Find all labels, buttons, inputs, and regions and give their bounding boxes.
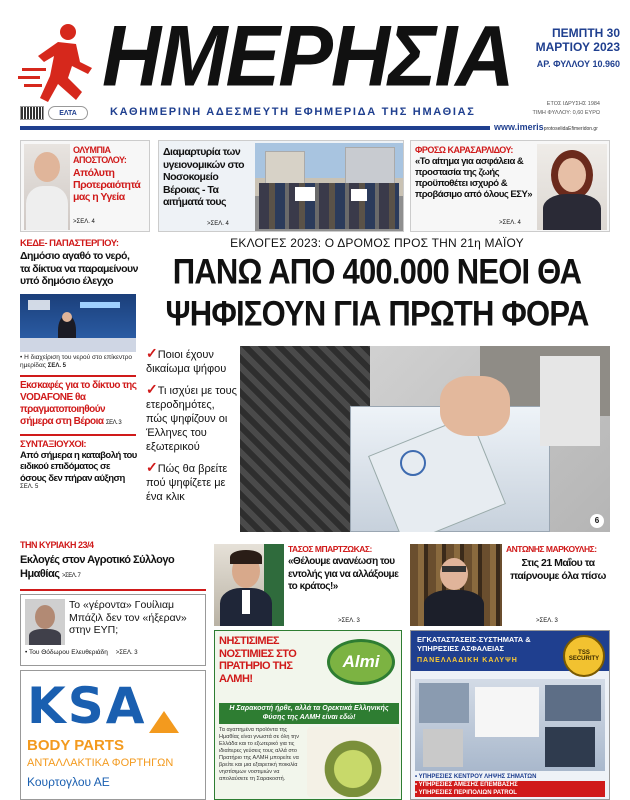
apostolou-ref: >ΣΕΛ. 4	[73, 219, 95, 225]
bullet-2: ✓Τι ισχύει με τους ετεροδημότες, πώς ψηφίζουν οι Έλληνες του εξωτερικού	[146, 381, 237, 453]
photo-page-ref: 6	[590, 514, 604, 528]
markoulis-block[interactable]	[506, 544, 610, 626]
ksa-line2: ΑΝΤΑΛΛΑΚΤΙΚΑ ΦΟΡΤΗΓΩΝ	[27, 757, 174, 769]
agro-label: ΤΗΝ ΚΥΡΙΑΚΗ 23/4	[20, 540, 94, 550]
ksa-logo: KSA	[27, 677, 147, 735]
keyd-text[interactable]: Δημόσιο αγαθό το νερό, τα δίκτυα να παραμείνουν υπό δημόσιο έλεγχο	[20, 250, 138, 287]
security-collage	[415, 679, 605, 771]
bartzokas-photo	[214, 544, 284, 626]
karasarlidou-ref: >ΣΕΛ. 4	[499, 220, 521, 226]
pension-label: ΣΥΝΤΑΞΙΟΥΧΟΙ:	[20, 438, 87, 450]
markoulis-photo	[410, 544, 502, 626]
markoulis-text: Στις 21 Μαΐου τα παίρνουμε όλα πίσω	[510, 557, 606, 582]
masthead-title: ΗΜΕΡΗΣΙΑ	[102, 8, 513, 105]
barcode-icon	[20, 106, 44, 120]
markoulis-ref: >ΣΕΛ. 3	[536, 618, 558, 624]
ksa-ad[interactable]	[20, 670, 206, 800]
divider	[20, 375, 136, 377]
rule-navy	[20, 126, 490, 130]
price: ΤΙΜΗ ΦΥΛΛΟΥ: 0,60 ΕΥΡΩ	[532, 110, 600, 116]
agro-block[interactable]	[20, 540, 206, 588]
top-story-right[interactable]	[410, 140, 610, 232]
issue-number: ΑΡ. ΦΥΛΛΟΥ 10.960	[536, 59, 620, 69]
main-kicker: ΕΚΛΟΓΕΣ 2023: Ο ΔΡΟΜΟΣ ΠΡΟΣ ΤΗΝ 21η ΜΑΪΟΥ	[230, 236, 524, 250]
almi-food-photo	[307, 727, 399, 797]
issue-day: ΠΕΜΠΤΗ 30	[551, 26, 620, 40]
almi-slogan: Η Σαρακοστή ήρθε, αλλά τα Ορεκτικά Ελληνικής Φύσης της ΑΛΜΗ είναι εδώ!	[219, 703, 399, 724]
ksa-triangle-icon	[149, 711, 179, 733]
website[interactable]: www.imerisprotoselidaEfimeridon.gr	[494, 122, 598, 132]
security-badge-label: TSS SECURITY	[568, 650, 600, 662]
almi-title: ΝΗΣΤΙΣΙΜΕΣ ΝΟΣΤΙΜΙΕΣ ΣΤΟ ΠΡΑΤΗΡΙΟ ΤΗΣ ΑΛΜΗ!	[219, 635, 297, 685]
security-badge	[563, 635, 605, 677]
almi-ad[interactable]	[214, 630, 402, 800]
apostolou-headline: Απόλυτη Προτεραιότητά μας η Υγεία	[73, 167, 141, 203]
conference-photo	[20, 294, 136, 352]
protest-ref: >ΣΕΛ. 4	[207, 221, 229, 227]
vodafone-text[interactable]: Εκσκαφές για το δίκτυο της VODAFONE θα πραγματοποιηθούν σήμερα στη Βέροια ΣΕΛ. 3	[20, 379, 137, 427]
main-bullets	[146, 346, 238, 504]
top-story-center[interactable]	[158, 140, 404, 232]
issue-info	[508, 26, 620, 74]
protest-photo	[255, 143, 403, 231]
almi-brand: Almi	[342, 652, 380, 671]
ksa-line3: Κουρτογλου ΑΕ	[27, 775, 110, 789]
karasarlidou-name: ΦΡΟΣΩ ΚΑΡΑΣΑΡΛΙΔΟΥ:	[415, 145, 513, 155]
badges	[20, 104, 100, 122]
column-title: Το «γέροντα» Γουίλιαμ Μπάζιλ δεν τον «ήξεραν» στην ΕΥΠ;	[69, 599, 187, 636]
agro-text: Εκλογές στον Αγροτικό Σύλλογο Ημαθίας >ΣΕΛ. 7	[20, 554, 175, 580]
masthead-subtitle: ΚΑΘΗΜΕΡΙΝΗ ΑΔΕΣΜΕΥΤΗ ΕΦΗΜΕΡΙΔΑ ΤΗΣ ΗΜΑΘΙΑΣ	[110, 106, 476, 118]
security-item: • ΥΠΗΡΕΣΙΕΣ ΠΕΡΙΠΟΛΙΩΝ PATROL	[415, 789, 605, 797]
runner-logo-icon	[18, 22, 96, 104]
security-item: • ΥΠΗΡΕΣΙΕΣ ΚΕΝΤΡΟΥ ΛΗΨΗΣ ΣΗΜΑΤΩΝ	[415, 774, 537, 780]
pension-ref: ΣΕΛ. 5	[20, 484, 39, 490]
security-list	[415, 773, 605, 797]
apostolou-photo	[24, 144, 70, 230]
check-icon: ✓	[146, 381, 158, 397]
column-box[interactable]	[20, 594, 206, 666]
karasarlidou-photo	[537, 144, 607, 230]
ksa-line1: BODY PARTS	[27, 737, 124, 754]
main-headline-line2[interactable]: ΨΗΦΙΣΟΥΝ ΓΙΑ ΠΡΩΤΗ ΦΟΡΑ	[165, 293, 589, 334]
column-author: • Του Θόδωρου Ελευθεριάδη >ΣΕΛ. 3	[25, 649, 138, 656]
bullet-1: ✓Ποιοι έχουν δικαίωμα ψήφου	[146, 345, 227, 375]
bartzokas-text: «Θέλουμε ανανέωση του εντολής για να αλλάξουμε το κράτος!»	[288, 556, 399, 592]
check-icon: ✓	[146, 459, 158, 475]
pension-text[interactable]: Από σήμερα η καταβολή του ειδικού επιδόματος σε όσους δεν πήραν αύξηση	[20, 449, 137, 484]
founded: ΕΤΟΣ ΙΔΡΥΣΗΣ 1984	[546, 101, 600, 107]
issue-month: ΜΑΡΤΙΟΥ 2023	[535, 40, 620, 54]
top-story-left[interactable]	[20, 140, 150, 232]
divider	[20, 589, 206, 591]
security-title: ΕΓΚΑΤΑΣΤΑΣΕΙΣ-ΣΥΣΤΗΜΑΤΑ & ΥΠΗΡΕΣΙΕΣ ΑΣΦΑΛΕΙΑΣ	[417, 635, 531, 653]
karasarlidou-headline: «Το αίτημα για ασφάλεια & προστασία της ζωής προϋποθέτει ισχυρό & προβάσιμο από όλους ΕΣΥ»	[415, 156, 533, 200]
left-column	[20, 238, 138, 534]
bullet-3: ✓Πώς θα βρείτε πού ψηφίζετε με ένα κλικ	[146, 459, 228, 503]
apostolou-name: ΟΛΥΜΠΙΑ ΑΠΟΣΤΟΛΟΥ:	[73, 145, 127, 165]
masthead	[0, 0, 630, 140]
markoulis-label: ΑΝΤΩΝΗΣ ΜΑΡΚΟΥΛΗΣ:	[506, 544, 597, 554]
bartzokas-ref: >ΣΕΛ. 3	[338, 618, 360, 624]
main-headline-line1[interactable]: ΠΑΝΩ ΑΠΟ 400.000 ΝΕΟΙ ΘΑ	[172, 251, 582, 292]
protest-headline: Διαμαρτυρία των υγειονομικών στο Νοσοκομείο Βέροιας - Τα αιτήματά τους	[163, 146, 244, 208]
security-item: • ΥΠΗΡΕΣΙΕΣ ΑΜΕΣΗΣ ΕΠΕΜΒΑΣΗΣ	[415, 781, 605, 789]
check-icon: ✓	[146, 345, 158, 361]
almi-logo	[327, 639, 395, 685]
bartzokas-label: ΤΑΣΟΣ ΜΠΑΡΤΖΩΚΑΣ:	[288, 544, 372, 554]
security-sub: ΠΑΝΕΛΛΑΔΙΚΗ ΚΑΛΥΨΗ	[417, 657, 518, 664]
security-ad[interactable]	[410, 630, 610, 800]
almi-body: Τα αγαπημένα προϊόντα της Ημαθίας είναι γνωστά σε όλη την Ελλάδα και το εξωτερικό για τις ιδιαίτερες γεύσεις τους αλλά στο Πρατήριο της ΑΛΜΗ μπορείτε να βρείτε και μια εξαιρετική ποικιλία νηστίσιμων νοστιμιών να απολαύσετε τη Σαρακοστή.	[219, 727, 299, 782]
bartzokas-block[interactable]	[288, 544, 406, 626]
keyd-label: ΚΕΔΕ- ΠΑΠΑΣΤΕΡΓΙΟΥ:	[20, 238, 119, 249]
conference-caption: • Η διαχείριση του νερού στο επίκεντρο ημερίδας ΣΕΛ. 5	[20, 353, 133, 369]
divider	[20, 434, 136, 436]
ballot-photo	[240, 346, 610, 532]
elta-badge: ΕΛΤΑ	[48, 106, 88, 120]
columnist-photo	[25, 599, 65, 645]
